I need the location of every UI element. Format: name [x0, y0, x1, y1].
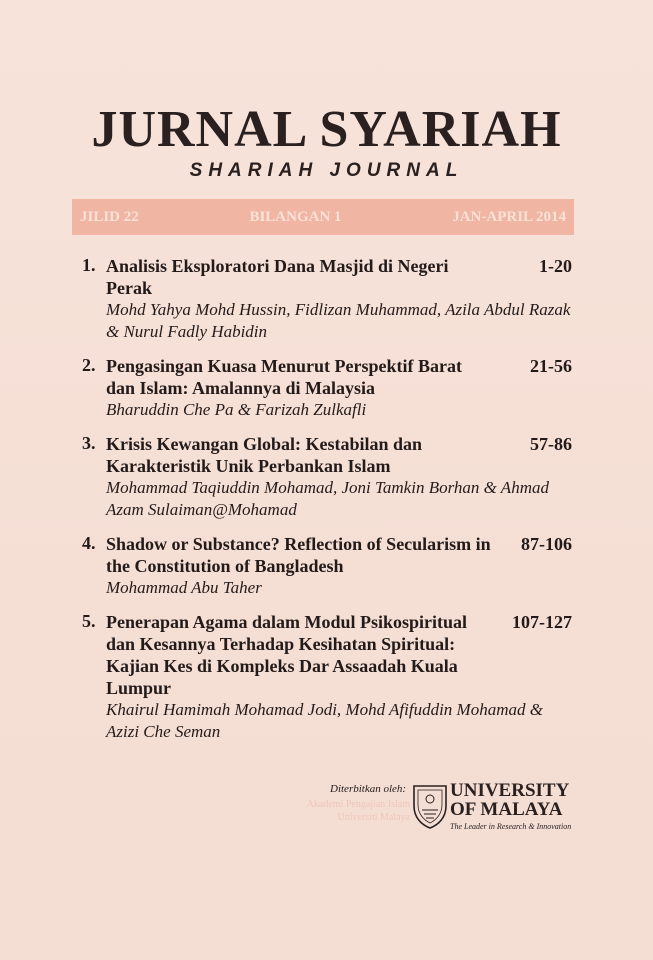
article-authors: Bharuddin Che Pa & Farizah Zulkafli: [106, 400, 367, 419]
article-pages: 87-106: [521, 534, 572, 554]
article-item: [82, 433, 572, 521]
article-authors: Mohammad Abu Taher: [106, 578, 262, 597]
article-authors: Khairul Hamimah Mohamad Jodi, Mohd Afifuddin Mohamad & Azizi Che Seman: [106, 700, 543, 741]
article-number: 4.: [82, 533, 96, 553]
article-title: Krisis Kewangan Global: Kestabilan dan Karakteristik Unik Perbankan Islam: [106, 434, 423, 476]
journal-title: JURNAL SYARIAH: [91, 101, 562, 158]
article-title: Pengasingan Kuasa Menurut Perspektif Barat dan Islam: Amalannya di Malaysia: [106, 356, 463, 398]
faint-line-2: Universiti Malaya: [337, 812, 410, 823]
university-line-2: OF MALAYA: [450, 799, 563, 820]
article-number: 1.: [82, 255, 96, 275]
article-pages: 21-56: [530, 356, 572, 376]
article-number: 3.: [82, 433, 96, 453]
university-name: [450, 781, 569, 819]
university-crest-icon: [412, 784, 448, 830]
article-item: [82, 533, 572, 599]
issue-band: [72, 199, 574, 235]
article-authors: Mohd Yahya Mohd Hussin, Fidlizan Muhammad, Azila Abdul Razak & Nurul Fadly Habidin: [106, 300, 571, 341]
publisher-block: [300, 780, 570, 840]
date-label: JAN-APRIL 2014: [452, 208, 566, 225]
publisher-faint-text: [300, 798, 410, 824]
volume-label: JILID 22: [80, 208, 139, 225]
journal-subtitle: SHARIAH JOURNAL: [189, 160, 464, 181]
article-title: Shadow or Substance? Reflection of Secularism in the Constitution of Bangladesh: [106, 534, 491, 576]
article-item: [82, 611, 572, 743]
article-item: [82, 355, 572, 421]
article-title: Analisis Eksploratori Dana Masjid di Negeri Perak: [106, 256, 449, 298]
article-number: 2.: [82, 355, 96, 375]
article-pages: 107-127: [512, 612, 572, 632]
issue-label: BILANGAN 1: [249, 208, 342, 225]
faint-line-1: Akademi Pengajian Islam: [306, 799, 410, 810]
article-title: Penerapan Agama dalam Modul Psikospiritual dan Kesannya Terhadap Kesihatan Spiritual: Kajian Kes di Kompleks Dar Assaadah Kuala Lumpur: [106, 612, 468, 698]
table-of-contents: [82, 255, 572, 755]
university-line-1: UNIVERSITY: [450, 780, 570, 801]
article-pages: 57-86: [530, 434, 572, 454]
article-pages: 1-20: [539, 256, 572, 276]
article-authors: Mohammad Taqiuddin Mohamad, Joni Tamkin Borhan & Ahmad Azam Sulaiman@Mohamad: [106, 478, 549, 519]
article-item: [82, 255, 572, 343]
article-number: 5.: [82, 611, 96, 631]
university-tagline: The Leader in Research & Innovation: [450, 822, 572, 831]
published-by-label: Diterbitkan oleh:: [330, 783, 407, 795]
